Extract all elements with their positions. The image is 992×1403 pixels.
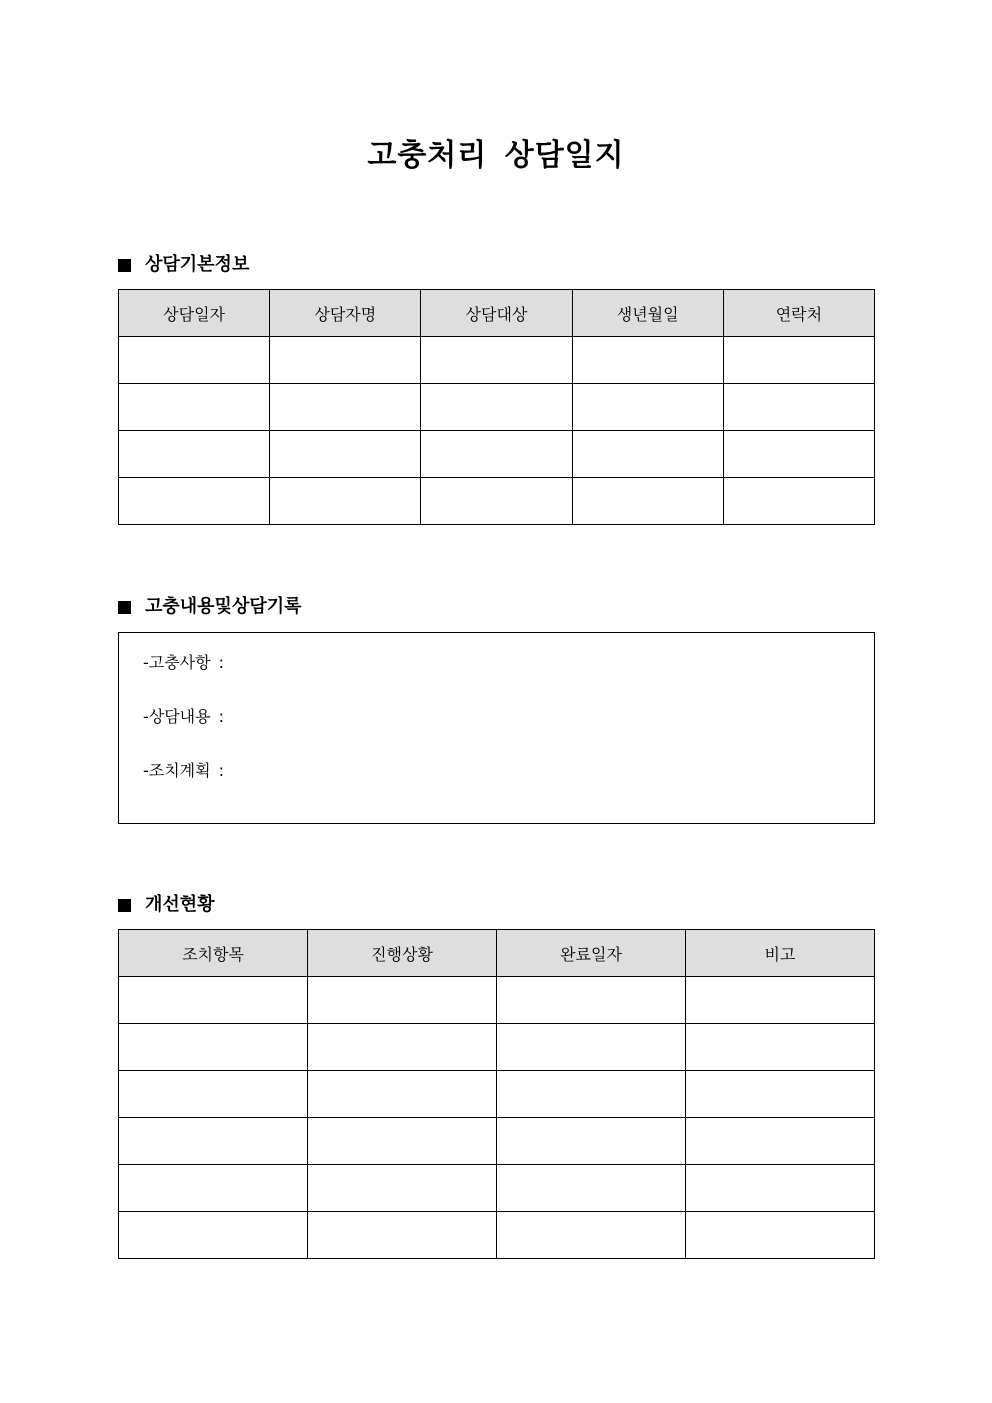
table-cell[interactable] (572, 337, 723, 384)
table-cell[interactable] (497, 1118, 686, 1165)
square-bullet-icon (118, 259, 131, 272)
column-header: 진행상황 (308, 930, 497, 977)
table-cell[interactable] (686, 1118, 875, 1165)
table-cell[interactable] (497, 977, 686, 1024)
table-cell[interactable] (572, 478, 723, 525)
table-cell[interactable] (119, 1165, 308, 1212)
table-cell[interactable] (308, 1071, 497, 1118)
table-row (119, 431, 875, 478)
table-cell[interactable] (119, 384, 270, 431)
table-row (119, 1118, 875, 1165)
table-cell[interactable] (572, 431, 723, 478)
table-row (119, 977, 875, 1024)
table-cell[interactable] (119, 1212, 308, 1259)
table-row (119, 1071, 875, 1118)
table-header-row (119, 930, 875, 977)
table-cell[interactable] (421, 431, 572, 478)
column-header: 연락처 (723, 290, 874, 337)
table-cell[interactable] (270, 478, 421, 525)
column-header: 상담일자 (119, 290, 270, 337)
table-cell[interactable] (308, 1024, 497, 1071)
table-cell[interactable] (497, 1071, 686, 1118)
column-header: 완료일자 (497, 930, 686, 977)
table-cell[interactable] (119, 431, 270, 478)
table-row (119, 337, 875, 384)
improvement-heading (118, 893, 215, 917)
column-header: 생년월일 (572, 290, 723, 337)
improvement-heading-label: 개선현황 (145, 894, 215, 915)
column-header: 비고 (686, 930, 875, 977)
record-box[interactable] (118, 632, 875, 824)
record-line-colon: : (218, 653, 224, 672)
table-cell[interactable] (119, 337, 270, 384)
column-header: 조치항목 (119, 930, 308, 977)
table-cell[interactable] (723, 384, 874, 431)
record-line-colon: : (218, 761, 224, 780)
document-title: 고충처리 상담일지 (367, 138, 625, 173)
record-line-colon: : (218, 707, 224, 726)
column-header: 상담대상 (421, 290, 572, 337)
table-cell[interactable] (686, 1071, 875, 1118)
basic-info-heading (118, 253, 249, 277)
table-cell[interactable] (723, 431, 874, 478)
table-row (119, 1024, 875, 1071)
column-header: 상담자명 (270, 290, 421, 337)
table-cell[interactable] (686, 1024, 875, 1071)
table-row (119, 1212, 875, 1259)
record-line-consultation (143, 706, 224, 728)
table-cell[interactable] (497, 1024, 686, 1071)
table-row (119, 478, 875, 525)
table-cell[interactable] (270, 431, 421, 478)
table-cell[interactable] (686, 1212, 875, 1259)
basic-info-heading-label: 상담기본정보 (145, 254, 250, 275)
table-cell[interactable] (308, 1165, 497, 1212)
table-cell[interactable] (497, 1212, 686, 1259)
table-cell[interactable] (308, 1118, 497, 1165)
table-cell[interactable] (723, 478, 874, 525)
table-cell[interactable] (308, 1212, 497, 1259)
table-cell[interactable] (119, 977, 308, 1024)
record-line-label: -조치계획 (143, 761, 211, 780)
table-cell[interactable] (119, 1071, 308, 1118)
table-cell[interactable] (270, 337, 421, 384)
record-heading (118, 595, 302, 619)
square-bullet-icon (118, 601, 131, 614)
record-line-complaint (143, 652, 224, 674)
table-cell[interactable] (723, 337, 874, 384)
improvement-table (118, 929, 875, 1259)
record-line-label: -상담내용 (143, 707, 211, 726)
table-cell[interactable] (497, 1165, 686, 1212)
square-bullet-icon (118, 899, 131, 912)
table-cell[interactable] (686, 977, 875, 1024)
table-cell[interactable] (119, 1024, 308, 1071)
table-cell[interactable] (308, 977, 497, 1024)
table-cell[interactable] (119, 478, 270, 525)
table-cell[interactable] (421, 337, 572, 384)
record-line-label: -고충사항 (143, 653, 211, 672)
table-cell[interactable] (421, 478, 572, 525)
record-heading-label: 고충내용및상담기록 (145, 596, 302, 617)
table-header-row (119, 290, 875, 337)
table-cell[interactable] (686, 1165, 875, 1212)
basic-info-table (118, 289, 875, 525)
table-cell[interactable] (270, 384, 421, 431)
table-row (119, 1165, 875, 1212)
table-row (119, 384, 875, 431)
table-cell[interactable] (572, 384, 723, 431)
table-cell[interactable] (119, 1118, 308, 1165)
record-line-action-plan (143, 760, 224, 782)
table-cell[interactable] (421, 384, 572, 431)
